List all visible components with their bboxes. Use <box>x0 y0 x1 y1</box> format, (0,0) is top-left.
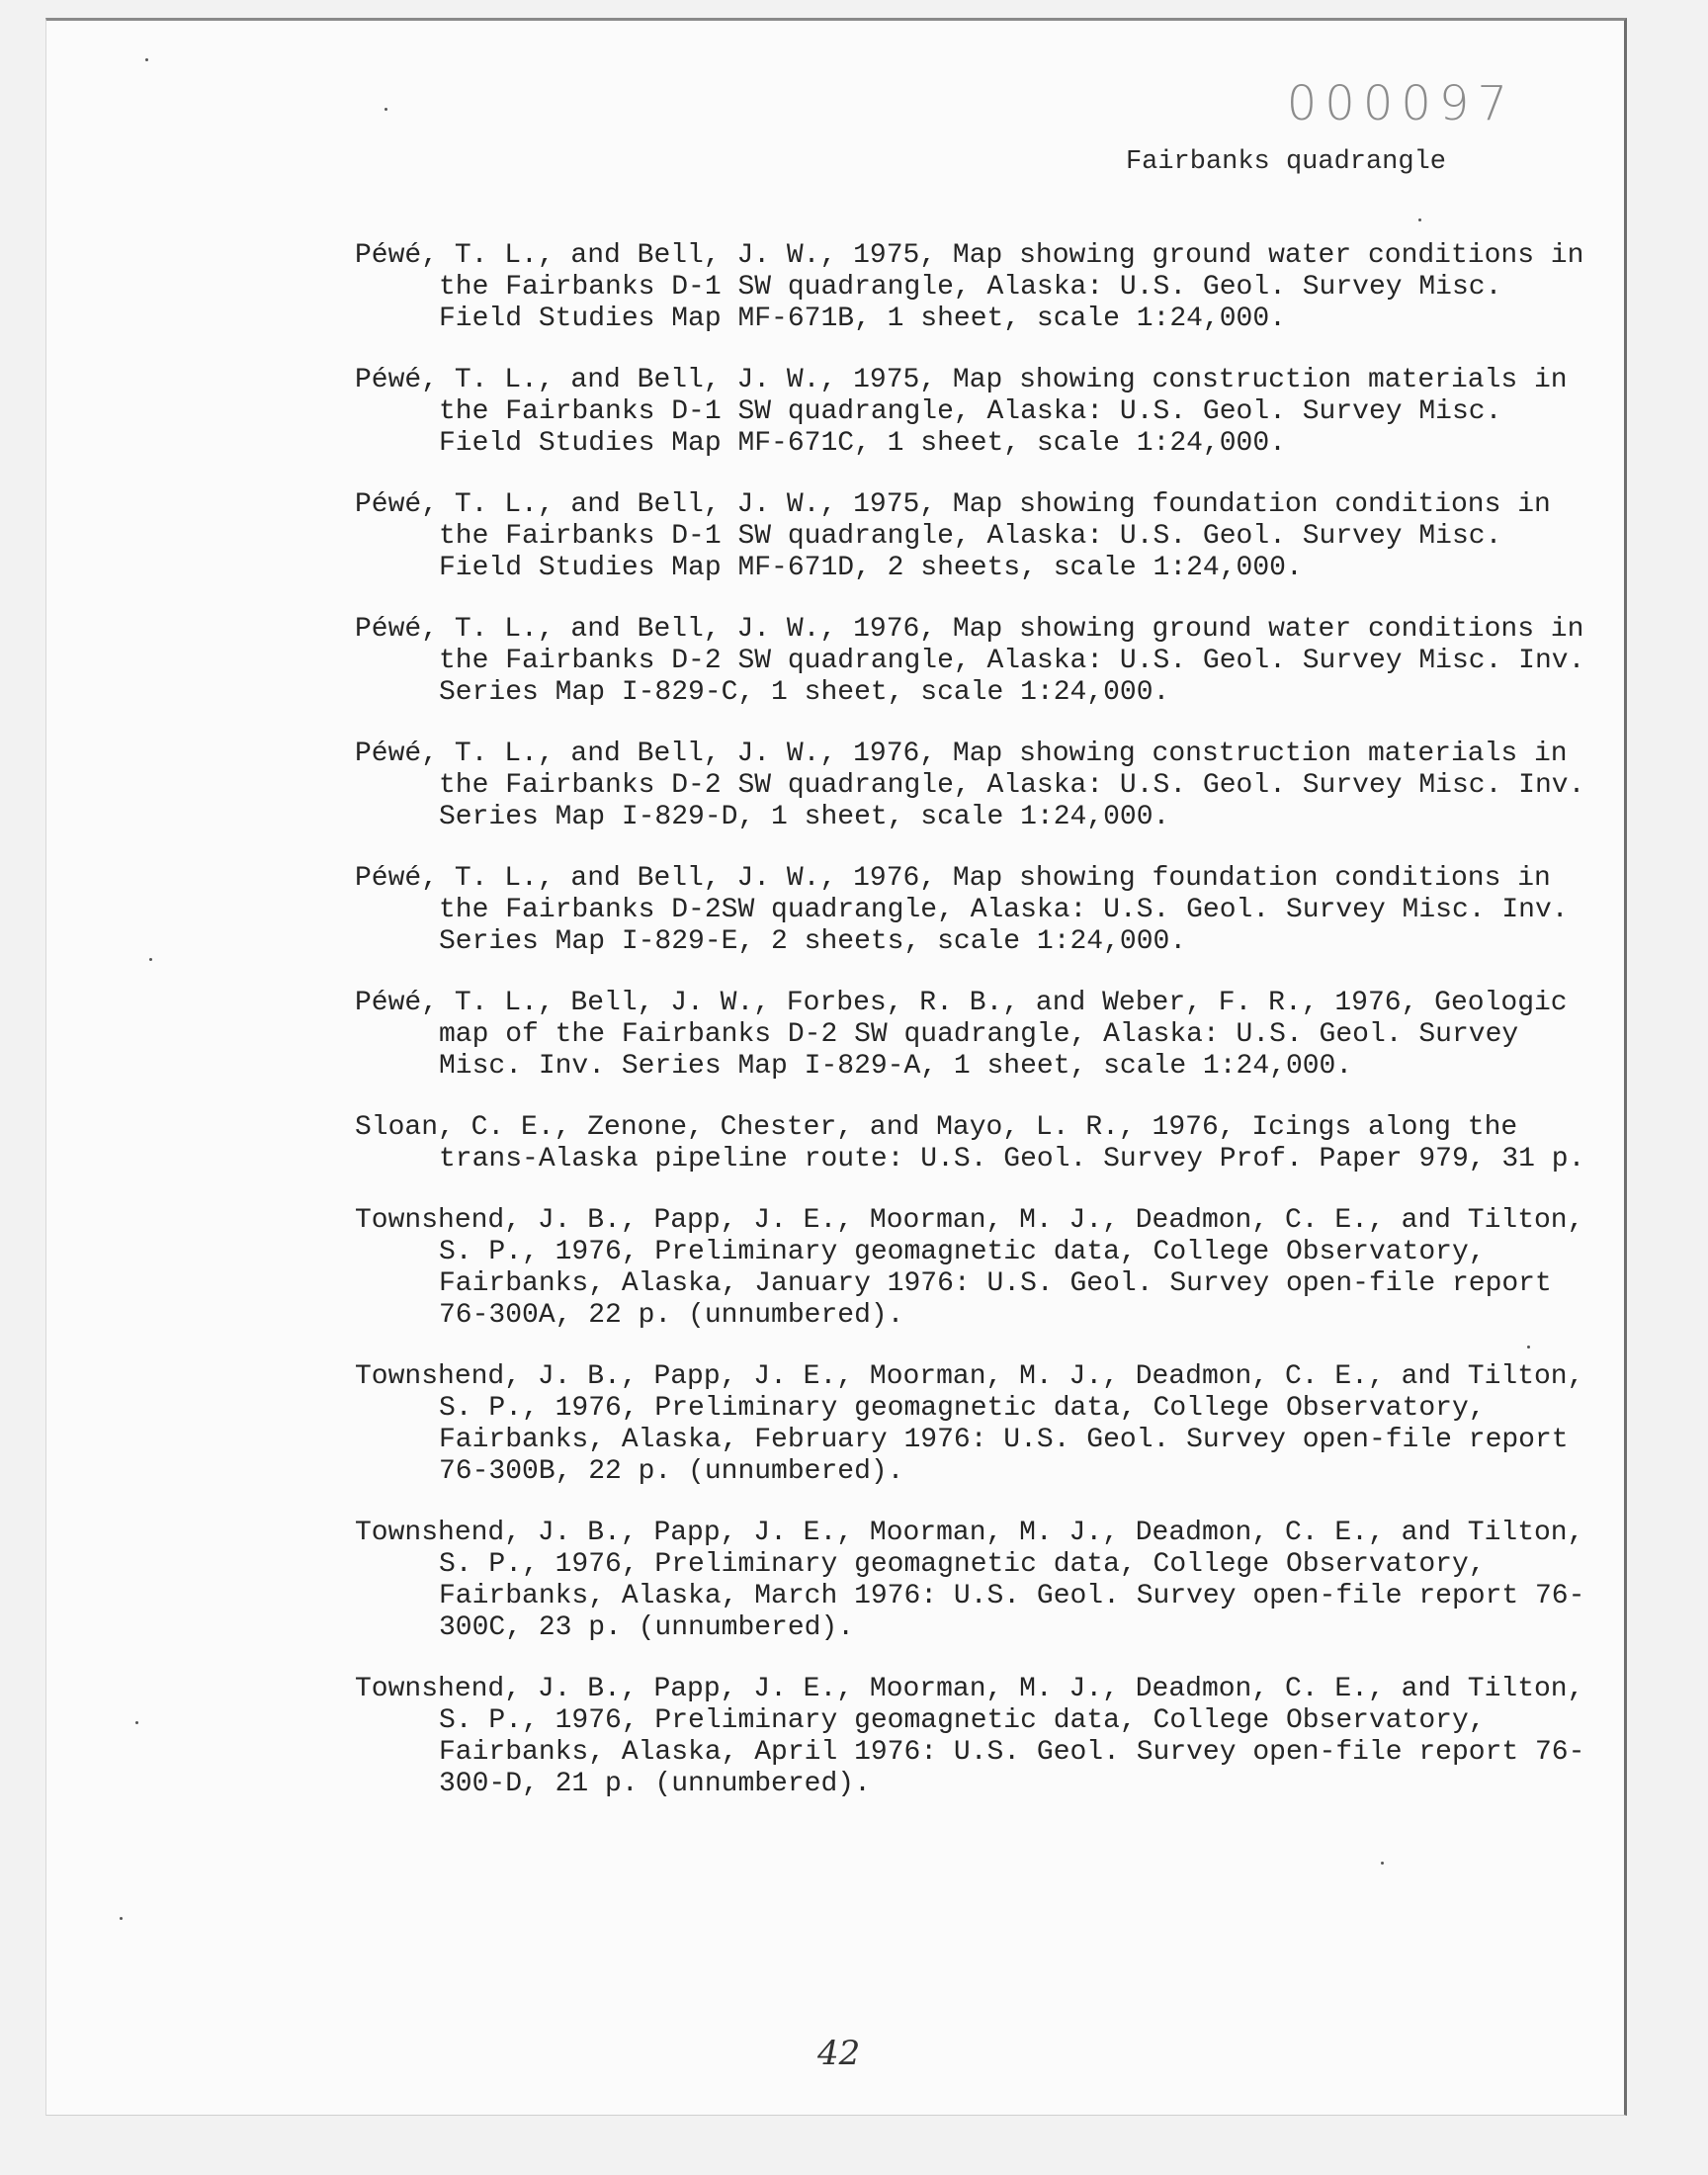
reference-entry: Péwé, T. L., and Bell, J. W., 1976, Map showing foundation conditions in the Fairbanks D-2SW quadrangle, Alaska: U.S. Geol. Survey Misc. Inv. Series Map I-829-E, 2 sheets, scale 1:24,000. <box>355 863 1569 957</box>
reference-entry: Péwé, T. L., and Bell, J. W., 1976, Map showing construction materials in the Fairbanks D-2 SW quadrangle, Alaska: U.S. Geol. Survey Misc. Inv. Series Map I-829-D, 1 sheet, scale 1:24,000. <box>355 739 1585 832</box>
reference-entry: Townshend, J. B., Papp, J. E., Moorman, M. J., Deadmon, C. E., and Tilton, S. P., 1976, Preliminary geomagnetic data, College Observatory, Fairbanks, Alaska, April 1976: U.S. Geol. Survey open-file report 76-300-D, 21 p. (unnumbered). <box>355 1674 1585 1799</box>
scan-speck <box>384 108 387 111</box>
document-page <box>45 18 1627 2116</box>
reference-entry: Péwé, T. L., and Bell, J. W., 1975, Map showing construction materials in the Fairbanks D-1 SW quadrangle, Alaska: U.S. Geol. Survey Misc. Field Studies Map MF-671C, 1 sheet, scale 1:24,000. <box>355 365 1568 459</box>
reference-entry: Péwé, T. L., Bell, J. W., Forbes, R. B., and Weber, F. R., 1976, Geologic map of the Fairbanks D-2 SW quadrangle, Alaska: U.S. Geol. Survey Misc. Inv. Series Map I-829-A, 1 sheet, scale 1:24,000. <box>355 988 1568 1082</box>
reference-entry: Péwé, T. L., and Bell, J. W., 1976, Map showing ground water conditions in the Fairbanks D-2 SW quadrangle, Alaska: U.S. Geol. Survey Misc. Inv. Series Map I-829-C, 1 sheet, scale 1:24,000. <box>355 614 1585 708</box>
reference-entry: Townshend, J. B., Papp, J. E., Moorman, M. J., Deadmon, C. E., and Tilton, S. P., 1976, Preliminary geomagnetic data, College Observatory, Fairbanks, Alaska, February 1976: U.S. Geol. Survey open-file report 76-300B, 22 p. (unnumbered). <box>355 1361 1584 1487</box>
reference-entry: Péwé, T. L., and Bell, J. W., 1975, Map showing foundation conditions in the Fairbanks D-1 SW quadrangle, Alaska: U.S. Geol. Survey Misc. Field Studies Map MF-671D, 2 sheets, scale 1:24,000. <box>355 489 1551 583</box>
page-number: 42 <box>817 2034 861 2073</box>
reference-entry: Townshend, J. B., Papp, J. E., Moorman, M. J., Deadmon, C. E., and Tilton, S. P., 1976, Preliminary geomagnetic data, College Observatory, Fairbanks, Alaska, January 1976: U.S. Geol. Survey open-file report 76-300A, 22 p. (unnumbered). <box>355 1205 1584 1331</box>
document-number: 000097 <box>1286 76 1515 131</box>
reference-list <box>355 240 1590 1830</box>
scan-speck <box>149 958 152 961</box>
scan-speck <box>1381 1862 1384 1865</box>
scan-speck <box>1527 1346 1530 1348</box>
reference-entry: Townshend, J. B., Papp, J. E., Moorman, M. J., Deadmon, C. E., and Tilton, S. P., 1976, Preliminary geomagnetic data, College Observatory, Fairbanks, Alaska, March 1976: U.S. Geol. Survey open-file report 76-300C, 23 p. (unnumbered). <box>355 1518 1585 1643</box>
reference-entry: Sloan, C. E., Zenone, Chester, and Mayo, L. R., 1976, Icings along the trans-Alaska pipeline route: U.S. Geol. Survey Prof. Paper 979, 31 p. <box>355 1112 1585 1174</box>
scan-speck <box>1418 218 1421 221</box>
quadrangle-header: Fairbanks quadrangle <box>1125 147 1446 177</box>
reference-entry: Péwé, T. L., and Bell, J. W., 1975, Map showing ground water conditions in the Fairbanks D-1 SW quadrangle, Alaska: U.S. Geol. Survey Misc. Field Studies Map MF-671B, 1 sheet, scale 1:24,000. <box>355 240 1584 334</box>
scan-speck <box>145 58 148 61</box>
scan-speck <box>135 1721 138 1724</box>
scan-speck <box>120 1917 123 1920</box>
